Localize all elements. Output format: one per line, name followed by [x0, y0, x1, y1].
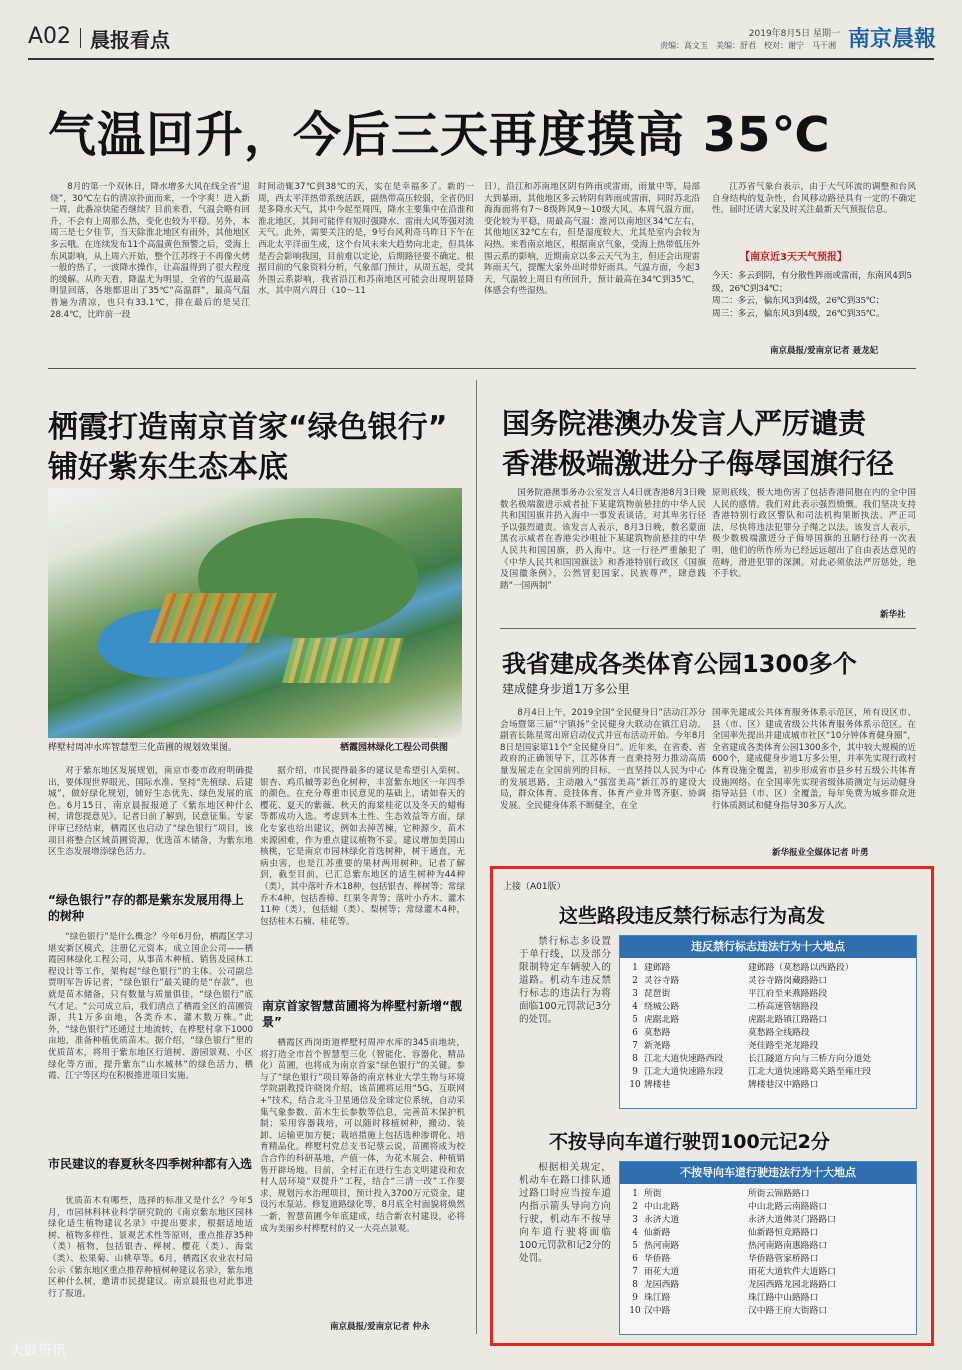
- row-road: 灵谷寺路: [644, 976, 680, 986]
- row-location: 灵谷寺路岗藏路路口: [748, 976, 828, 986]
- table-row: [626, 962, 910, 975]
- table-row: [626, 1079, 910, 1092]
- section-name: 晨报看点: [90, 28, 170, 52]
- row-rank: 9: [632, 1293, 638, 1303]
- left-subhead-2: 市民建议的春夏秋冬四季树种都有入选: [48, 1157, 253, 1171]
- row-location: 建邺路（莫愁路以西路段）: [748, 963, 854, 973]
- table-lane: [619, 1161, 917, 1335]
- table-row: [626, 1014, 910, 1027]
- row-rank: 2: [632, 1202, 638, 1212]
- row-location: 牌楼巷汉中路路口: [748, 1080, 819, 1090]
- forecast-wed: 周三：多云，偏东风3到4级，26℃到35℃。: [712, 308, 885, 319]
- row-road: 所街: [644, 1189, 662, 1199]
- lead-col-2: 时间动辄37℃到38℃的天，实在是幸福多了。新的一周，西太平洋热带系统活跃，副热带高压较弱，全省仍旧是多降水天气，其中今起至周四，降水主要集中在沿淮和淮北地区，其间可能伴有短时强降水、雷雨大风等强对流天气。此外，需要关注的是，9号台风利奇马昨日下午在西北太平洋面生成，这个台风未来大趋势向北走，但具体是否会影响我国，目前难以定论，后期路径要不确定。根据目前的气象资料分析，气象部门预计，从周五起，受其外围云系影响，我省沿江和苏南地区可能会出现明显降水，其中周六周日（10～11: [258, 182, 474, 297]
- row-rank: 7: [632, 1267, 638, 1277]
- table-row: [626, 1227, 910, 1240]
- table-row: [626, 1240, 910, 1253]
- left-col-1a: 对于紫东地区发展规划，南京市委市政府明确提出，要体现世界眼光、国际水准、坚持“先植绿、后建城”，做好绿化规划，铺好生态优先、绿色发展的底色。6月15日，南京晨报报道了《紫东地区种什么树，请您提意见》。记者日前了解到，民意征集、专家评审已经结束，栖霞区也启动了“绿色银行”项目，该项目将整合区域苗圃资源，优选苗木储备，为紫东地区生态发展增添绿色活力。: [48, 766, 253, 858]
- row-road: 中山北路: [644, 1202, 680, 1212]
- table-row: [626, 1040, 910, 1053]
- table-row: [626, 1188, 910, 1201]
- table-row: [626, 1201, 910, 1214]
- row-rank: 9: [632, 1067, 638, 1077]
- row-location: 珠江路中山路路口: [748, 1293, 819, 1303]
- editors-line: 责编：高文玉 美编：舒君 校对：谢宁 马干湘: [660, 41, 836, 50]
- lead-rule: [48, 368, 916, 369]
- row-location: 华侨路管家桥路口: [748, 1254, 819, 1264]
- table-row: [626, 1305, 910, 1318]
- traffic-violations-box: [490, 866, 934, 1346]
- row-road: 永济大道: [644, 1215, 680, 1225]
- row-rank: 8: [632, 1280, 638, 1290]
- row-road: 江北大道快速路西段: [644, 1054, 724, 1064]
- row-road: 莫愁路: [644, 1028, 671, 1038]
- table-lane-body: [620, 1184, 916, 1322]
- left-subhead-3: 南京首家智慧苗圃将为桦墅村新增“靓景”: [262, 999, 462, 1029]
- table-row: [626, 1266, 910, 1279]
- row-location: 二桥高速管辖路段: [748, 1002, 819, 1012]
- right-credit: 新华社: [880, 610, 906, 620]
- continued-label: 上接（A01版）: [503, 882, 566, 892]
- row-road: 江北大道快速路东段: [644, 1067, 724, 1077]
- sports-subhead: 建成健身步道1万多公里: [502, 682, 630, 696]
- row-rank: 6: [632, 1028, 638, 1038]
- row-road: 新尧路: [644, 1041, 671, 1051]
- image-field: [149, 593, 277, 643]
- box-text-1: 禁行标志多设置于单行线，以及部分限制特定车辆驶入的道路。机动车违反禁行标志的违法行为将面临100元罚款记3分的处罚。: [519, 936, 611, 1025]
- table-row: [626, 1292, 910, 1305]
- right-headline-1: 国务院港澳办发言人严厉谴责: [502, 407, 867, 440]
- row-road: 汉中路: [644, 1306, 671, 1316]
- row-location: 热河南路南惠路路口: [748, 1241, 828, 1251]
- column-divider: [476, 380, 477, 1334]
- left-col-1b: “绿色银行”是什么概念？今年6月份，栖霞区学习堪安新区模式，注册亿元资本，成立国企公司——栖霞园林绿化工程公司，从事苗木种植、销售及园林工程设计等工作，架构起“绿色银行”的主体。公司副总贾明军告诉记者，“绿色银行”最关键的是“存款”，也就是苗木储备，只有数量与质量俱佳，“绿色银行”底气才足。“公司成立后，我们清点了栖霞全区的苗圃资源，共1万多亩地，各类乔木、灌木数万株。”此外，“绿色银行”还通过土地流转，在桦墅村拿下1000亩地，准备种植优质苗木。据介绍，“绿色银行”里的优质苗木，将用于紫东地区行道树、游园景观、小区绿化等方面，提升紫东“山水城林”的绿色活力，栖霞、江宁等区均在积极推进项目实施。: [48, 932, 253, 1082]
- row-road: 热河南路: [644, 1241, 680, 1251]
- row-rank: 4: [632, 1002, 638, 1012]
- table-row: [626, 1066, 910, 1079]
- right-headline-2: 香港极端激进分子侮辱国旗行径: [502, 447, 895, 480]
- row-location: 尧佳路至尧龙路段: [748, 1041, 819, 1051]
- row-rank: 6: [632, 1254, 638, 1264]
- row-road: 建邺路: [644, 963, 671, 973]
- row-rank: 1: [632, 963, 638, 973]
- issue-date: 2019年8月5日 星期一: [748, 29, 840, 39]
- header-meta: [660, 28, 840, 52]
- left-col-1c: 优质苗木有哪些，选择的标准又是什么？今年5月，市园林科林业科学研究院的《南京紫东地区园林绿化适生植物建议名录》中提出要求，根据适地适树、植物多样性、景观艺术性等原则，重点推荐35种（类）植物，包括银杏、榉树、樱花（类）、海棠（类）、松果菊、山桃草等。6月，栖霞区农业农村局公示《紫东地区重点推荐种植树种建议名录》，紫东地区种什么树，邀请市民提建议。南京晨报也对此事进行了报道。: [48, 1196, 253, 1299]
- row-location: 中山北路云南路路口: [748, 1202, 828, 1212]
- row-road: 雨花大道: [644, 1267, 680, 1277]
- row-rank: 3: [632, 989, 638, 999]
- row-rank: 5: [632, 1015, 638, 1025]
- table-row: [626, 1027, 910, 1040]
- lead-col-4: 江苏省气象台表示，由于大气环流的调整和台风自身结构的复杂性，台风移动路径具有一定的不确定性，届时还请大家及时关注最新天气预报信息。: [712, 182, 916, 216]
- row-rank: 8: [632, 1054, 638, 1064]
- row-rank: 4: [632, 1228, 638, 1238]
- sports-byline: 新华报业全媒体记者 叶勇: [772, 848, 869, 858]
- left-headline-1: 栖霞打造南京首家“绿色银行”: [48, 410, 448, 445]
- watermark: 大鼓资讯: [10, 1343, 66, 1359]
- row-road: 珠江路: [644, 1293, 671, 1303]
- forecast-today: 今天：多云到阴，有分散性阵雨或雷雨，东南风4到5级，26℃到34℃；: [712, 271, 912, 294]
- table-no-entry-header: 违反禁行标志违法行为十大地点: [620, 936, 916, 958]
- table-row: [626, 1053, 910, 1066]
- row-road: 华侨路: [644, 1254, 671, 1264]
- row-road: 绕城公路: [644, 1002, 680, 1012]
- row-location: 汉中路王府大街路口: [748, 1306, 828, 1316]
- row-location: 龙园西路龙园北路路口: [748, 1280, 836, 1290]
- table-no-entry: [619, 935, 917, 1109]
- left-byline: 南京晨报/爱南京记者 仲永: [330, 1322, 430, 1332]
- right-rule: [500, 628, 916, 629]
- image-credit: 栖霞园林绿化工程公司供图: [340, 743, 449, 753]
- table-row: [626, 1001, 910, 1014]
- row-rank: 10: [629, 1080, 641, 1090]
- forecast-tue: 周二：多云，偏东风3到4级，26℃到35℃；: [712, 296, 885, 306]
- page-number: A02: [28, 24, 72, 49]
- table-row: [626, 1253, 910, 1266]
- row-location: 永济大道佛灵门路路口: [748, 1215, 836, 1225]
- row-location: 雨花大道软件大道路口: [748, 1267, 836, 1277]
- box-headline-2: 不按导向车道行驶罚100元记2分: [549, 1131, 830, 1153]
- row-location: 仙新路恒竞路路口: [748, 1228, 819, 1238]
- forecast-list: [712, 270, 916, 320]
- sports-col-2: 国率先建成公共体育服务体系示范区，所有设区市、县（市、区）建成省级公共体育服务体系示范区。在全国率先提出并建成城市社区“10分钟体育健身圈”，全省建成各类体育公园1300多个，其中较大规模的近600个，建成健身步道1万多公里，并率先实现行政村体育设施全覆盖，初步形成省市县乡村五级公共体育设施网络。在全国率先实现省级体质测定与运动健身指导站县（市、区）全覆盖，每年免费为城乡群众进行体质测试和健身指导30多万人次。: [712, 708, 916, 811]
- box-text-2: 根据相关规定，机动车在路口排队通过路口时应当按车道内指示箭头导向方向行驶，机动车不按导向车道行驶将面临100元罚款和记2分的处罚。: [519, 1162, 611, 1264]
- header-rule: [28, 58, 934, 60]
- left-col-2b: 栖霞区西岗街道桦墅村周冲水库的345亩地块，将打造全市首个智慧型三化（智能化、容器化、精品化）苗圃，也将成为南京首家“绿色银行”的关键。参与了“绿色银行”项目筹备的南京林业大学生物与环境学院副教授许晓岗介绍，该苗圃将运用“5G、互联网+”技术，结合北斗卫星通信及全球定位系统，自动采集气象参数、苗木生长参数等信息，完善苗木保护机制；采用容器栽培，可以随时移植树种，搬动、装卸、运输更加方便；栽培措施上包括选种渗谓化、培育精品化。桦墅村党总支书记蔡云说，苗圃将成为校合合作的科研基地，产值一体，为花木展会、种植销售开辟场地。目前，全村正在进行生态文明建设和农村人居环境“双提升”工程，结合“三清一改”工作要求，规划污水治理项目，预计投入3700万元资金，建设污水泵站、修复道路绿化等，8月底全村面貌将焕然一新，智慧苗圃今年底建成，结合新农村建设，必将成为美丽乡村桦墅村的又一大亮点景观。: [260, 1038, 465, 1234]
- row-road: 仙新路: [644, 1228, 671, 1238]
- nursery-rendering-image: [48, 488, 462, 738]
- lead-byline: 南京晨报/爱南京记者 聂龙妃: [770, 346, 879, 356]
- sports-headline: 我省建成各类体育公园1300多个: [502, 650, 857, 678]
- lead-headline: 气温回升，今后三天再度摸高 35℃: [48, 107, 831, 163]
- right-col-1: 国务院港澳事务办公室发言人4日就香港8月3日晚数名极端激进示威者扯下某建筑物前悬挂的中华人民共和国国旗并扔入海中一事发表谈话，对其卑劣行径予以强烈谴责。该发言人表示，8月3日晚，数名蒙面黑衣示威者在香港尖沙咀扯下某建筑物前悬挂的中华人民共和国国旗，扔入海中。这一行径严重触犯了《中华人民共和国国旗法》和香港特别行政区《国旗及国徽条例》，公然冒犯国家、民族尊严，肆意践踏“一国两制”: [500, 488, 706, 591]
- lead-col-3: 日），沿江和苏南地区阴有阵雨或雷雨，雨量中等，局部大到暴雨，其他地区多云转阴有阵雨或雷雨，同时苏北沿海海面将有7～8级阵风9～10级大风。本周气温方面，变化较为平稳，周最高气温：淮河以南地区34℃左右，其他地区32℃左右，但是湿度较大，尤其是室内会较为闷热。来看南京地区，根据南京气象，受海上热带低压外围云系的影响，近期南京以多云天气为主，但还会出现雷阵雨天气，提醒大家外出时带好雨具。气温方面，今起3天，气温较上周日有所回升，预计最高在34℃到35℃，体感会有些湿热。: [484, 182, 700, 297]
- row-rank: 1: [632, 1189, 638, 1199]
- right-col-2: 原则底线，极大地伤害了包括香港同胞在内的全中国人民的感情。我们对此表示强烈愤慨。我们坚决支持香港特别行政区警队和司法机构果断执法、严正司法，尽快将违法犯罪分子绳之以法。该发言人表示，极少数极端激进分子侮辱国旗的丑陋行径再一次表明，他们的所作所为已经远远超出了自由表达意见的范畴，滑进犯罪的深渊。对此必须依法严厉惩处，绝不手软。: [712, 488, 916, 580]
- row-road: 牌楼巷: [644, 1080, 671, 1090]
- sports-col-1: 8月4日上午，2019全国“全民健身日”活动江苏分会场暨第三届“宁镇扬”全民健身大联动在镇江启动。副省长陈星莺出席启动仪式并宣布活动开始。今年8月8日是国家第11个“全民健身日”。近年来，在省委、省政府的正确领导下，江苏体育一直秉持努力推动高质量发展走在全国前列的目标，一直坚持以人民为中心的发展思路，主动融入“强富美高”新江苏的建设大局，群众体育、竞技体育、体育产业并驾齐驱、协调发展。全民健身体系不断健全，在全: [500, 708, 706, 811]
- row-location: 莫愁路全线路段: [748, 1028, 810, 1038]
- row-location: 江北大道快速路葛关路至雍庄段: [748, 1067, 872, 1077]
- left-headline-2: 铺好紫东生态本底: [48, 450, 288, 485]
- row-rank: 5: [632, 1241, 638, 1251]
- row-rank: 10: [629, 1306, 641, 1316]
- row-rank: 3: [632, 1215, 638, 1225]
- row-rank: 7: [632, 1041, 638, 1051]
- table-row: [626, 1214, 910, 1227]
- table-row: [626, 975, 910, 988]
- image-caption: 桦墅村周冲水库智慧型三化苗圃的规划效果图。: [48, 743, 238, 753]
- table-row: [626, 988, 910, 1001]
- left-col-2a: 据介绍，市民提得最多的建议是希望引入栾树、银杏、鸡爪槭等彩色化树种，丰富紫东地区一年四季的颜色。在充分尊重市民意见的基础上，诸如春天的樱花、夏天的紫薇、秋天的海棠桂花以及冬天的蜡梅等都成功入选。考虑到本土性、生态效益等方面，绿化专家也给出建议，例如去掉苦楝，它种源少，苗木来源困难，作为重点建议植物不妥。建议增加美国山核桃，它是南京市园林绿化首选树种，树干通直，无病虫害，也是江苏重要的果材两用树种。记者了解到，截至目前，已汇总紫东地区的适生树种为44种（类），其中落叶乔木18种，包括银杏、榉树等；常绿乔木4种，包括香樟、红果冬青等；落叶小乔木、灌木11种（类），包括蜡（类）、梨树等；常绿灌木4种，包括桂木石楠、桂花等。: [260, 766, 465, 927]
- row-road: 琵琶街: [644, 989, 671, 999]
- row-location: 所街云锦路路口: [748, 1189, 810, 1199]
- row-location: 平江府至来燕路路段: [748, 989, 828, 999]
- box-headline-1: 这些路段违反禁行标志行为高发: [559, 905, 826, 927]
- left-subhead-1: “绿色银行”存的都是紫东发展用得上的树种: [48, 893, 244, 923]
- table-no-entry-body: [620, 958, 916, 1096]
- lead-col-1: 8月的第一个双休日，降水增多大风在线全省“退烧”，30℃左右的清凉扑面而来，一个字爽！进入新一周，此番凉快能否继续？目前来看，气温会略有回升，不会有上周那么热，变化也较为平稳。另外，本周三是七夕佳节，当天除淮北地区有雨外，其他地区多云哦。在连续发布11个高温黄色预警之后，受海上东风影响，从上周六开始，整个江苏终于不再像火烤一般的热了，一波降水操作，让高温得到了很大程度的缓解。从昨天看，降温尤为明显，全省的气温最高明显回落，各地都退出了35℃“高温群”，最高气温普遍为清凉，也只有33.1℃，排在最后的是吴江28.4℃，比昨前一段: [50, 182, 250, 320]
- table-lane-header: 不按导向车道行驶违法行为十大地点: [620, 1162, 916, 1184]
- newspaper-logo: 南京晨報: [848, 26, 937, 52]
- image-field-2: [282, 638, 404, 683]
- header-separator: [80, 28, 81, 48]
- row-road: 虎踞北路: [644, 1015, 680, 1025]
- row-location: 长江隧道方向与三桥方向分道处: [748, 1054, 872, 1064]
- table-row: [626, 1279, 910, 1292]
- row-rank: 2: [632, 976, 638, 986]
- row-location: 虎踞北路镇江路路口: [748, 1015, 828, 1025]
- forecast-heading: 【南京近3天天气预报】: [740, 252, 847, 263]
- row-road: 龙园西路: [644, 1280, 680, 1290]
